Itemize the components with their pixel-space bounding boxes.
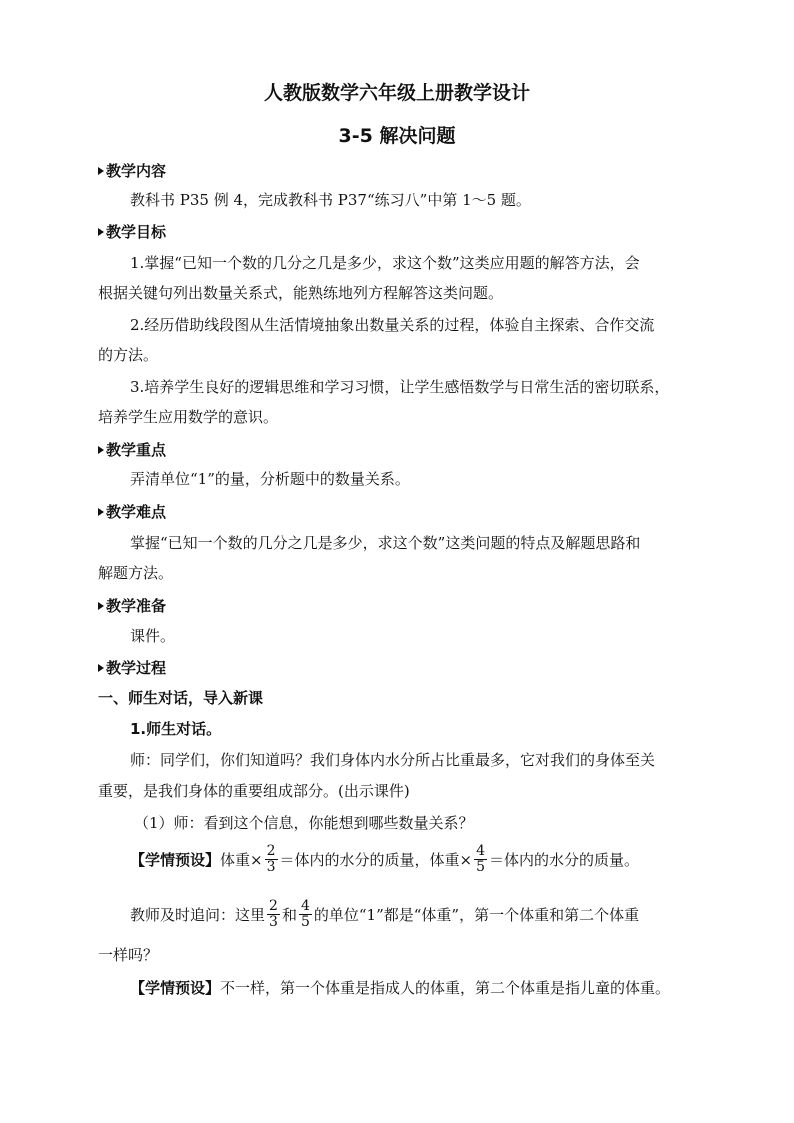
document-title: 人教版数学六年级上册教学设计 bbox=[263, 82, 530, 104]
triangle-bullet-icon bbox=[98, 664, 104, 672]
dialogue-line-1: 师：同学们，你们知道吗？我们身体内水分所占比重最多，它对我们的身体至关 bbox=[130, 751, 656, 769]
follow-up-question-row: 教师及时追问：这里 $\frac{2}{3}$ 和 $\frac{4}{5}$ 的单位“1”都是“体重”，第一个体重和第二个体重 bbox=[130, 898, 640, 930]
fraction-four-fifths: $\frac{4}{5}$ bbox=[300, 898, 310, 930]
triangle-bullet-icon bbox=[98, 446, 104, 454]
goal-1-line-2: 根据关键句列出数量关系式，能熟练地列方程解答这类问题。 bbox=[98, 284, 504, 302]
triangle-bullet-icon bbox=[98, 167, 104, 175]
follow-up-question-line-2: 一样吗？ bbox=[98, 946, 159, 964]
lesson-title: 3-5 解决问题 bbox=[338, 125, 456, 147]
triangle-bullet-icon bbox=[98, 602, 104, 610]
preset-label: 【学情预设】 bbox=[130, 979, 221, 997]
goal-1-line-1: 1.掌握“已知一个数的几分之几是多少，求这个数”这类应用题的解答方法，会 bbox=[130, 254, 640, 272]
preset-label: 【学情预设】 bbox=[130, 851, 221, 869]
triangle-bullet-icon bbox=[98, 228, 104, 236]
process-sub-1-heading: 1.师生对话。 bbox=[130, 720, 222, 738]
preset-1-row: 【学情预设】 体重× $\frac{2}{3}$ ＝体内的水分的质量，体重× $\frac{4}{5}$ ＝体内的水分的质量。 bbox=[130, 843, 640, 875]
section-process-heading: 教学过程 bbox=[98, 657, 166, 678]
section-content-heading: 教学内容 bbox=[98, 160, 166, 181]
preset-2-row: 【学情预设】 不一样，第一个体重是指成人的体重，第二个体重是指儿童的体重。 bbox=[130, 979, 671, 997]
dialogue-line-2: 重要，是我们身体的重要组成部分。(出示课件) bbox=[98, 782, 410, 800]
goal-2-line-2: 的方法。 bbox=[98, 346, 159, 364]
triangle-bullet-icon bbox=[98, 508, 104, 516]
process-part-1-heading: 一、师生对话，导入新课 bbox=[98, 689, 264, 707]
question-1: （1）师：看到这个信息，你能想到哪些数量关系？ bbox=[134, 814, 474, 832]
section-key-heading: 教学重点 bbox=[98, 439, 166, 460]
section-difficulty-heading: 教学难点 bbox=[98, 501, 166, 522]
section-prep-heading: 教学准备 bbox=[98, 595, 166, 616]
fraction-two-thirds: $\frac{2}{3}$ bbox=[269, 898, 278, 930]
goal-3-line-2: 培养学生应用数学的意识。 bbox=[98, 408, 279, 426]
content-text: 教科书 P35 例 4，完成教科书 P37“练习八”中第 1～5 题。 bbox=[130, 191, 531, 209]
goal-2-line-1: 2.经历借助线段图从生活情境抽象出数量关系的过程，体验自主探索、合作交流 bbox=[130, 316, 655, 334]
fraction-two-thirds: $\frac{2}{3}$ bbox=[266, 843, 276, 875]
difficulty-line-2: 解题方法。 bbox=[98, 564, 174, 582]
prep-text: 课件。 bbox=[130, 627, 176, 645]
key-text: 弄清单位“1”的量，分析题中的数量关系。 bbox=[130, 470, 410, 488]
section-goals-heading: 教学目标 bbox=[98, 221, 166, 242]
goal-3-line-1: 3.培养学生良好的逻辑思维和学习习惯，让学生感悟数学与日常生活的密切联系， bbox=[130, 378, 670, 396]
fraction-four-fifths: $\frac{4}{5}$ bbox=[476, 843, 486, 875]
difficulty-line-1: 掌握“已知一个数的几分之几是多少，求这个数”这类问题的特点及解题思路和 bbox=[130, 534, 641, 552]
